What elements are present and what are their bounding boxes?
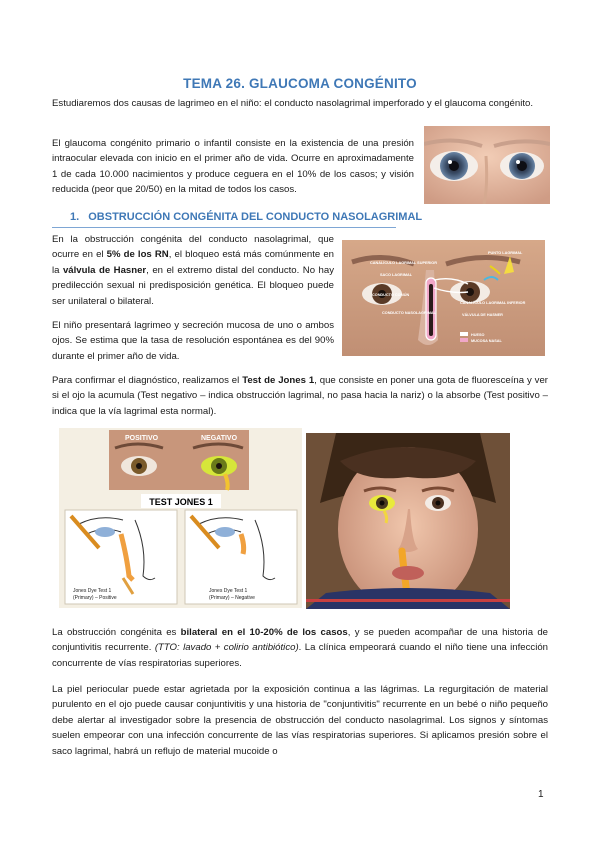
jones-test-figure: [59, 428, 302, 608]
caption-right-2: (Primary) – Negative: [209, 595, 255, 601]
page-title: TEMA 26. GLAUCOMA CONGÉNITO: [183, 76, 417, 91]
label-conducto: CONDUCTO NASOLAGRIMAL: [382, 311, 436, 315]
bilateral-treatment: (TTO: lavado + colirio antibiótico): [154, 642, 299, 654]
caption-left-1: Jones Dye Test 1: [73, 588, 112, 594]
label-negativo: NEGATIVO: [201, 435, 238, 442]
bilateral-text-3: . La clínica empeorará cuando el niño tiene una infección concurrente de vías respiratorias superiores.: [52, 642, 549, 669]
caption-left-2: (Primary) – Positive: [73, 595, 117, 601]
lacrimal-anatomy-figure: [342, 240, 545, 356]
jones-bold-test: Test de Jones 1: [242, 375, 315, 386]
label-comun: CONDUCTO COMÚN: [372, 293, 410, 297]
glaucoma-baby-photo: [424, 126, 550, 204]
page-number: 1: [538, 789, 544, 800]
symptoms-paragraph: El niño presentará lagrimeo y secreción mucosa de uno o ambos ojos. Se estima que la tasa de resolución espontánea es del 90% durante el primer año de vida.: [52, 320, 334, 362]
label-saco: SACO LAGRIMAL: [380, 273, 413, 277]
label-positivo: POSITIVO: [125, 435, 159, 442]
obst-text-2: , el bloqueo está más comúnmente en la: [52, 249, 335, 276]
label-punto: PUNTO LAGRIMAL: [488, 251, 523, 255]
jones-text-1: Para confirmar el diagnóstico, realizamos el: [52, 375, 243, 386]
label-mucosa: MUCOSA NASAL: [471, 339, 502, 343]
caption-right-1: Jones Dye Test 1: [209, 588, 248, 594]
section-underline: [52, 227, 396, 228]
child-fluorescein-photo: [306, 433, 510, 609]
bilateral-text-2: , y se pueden acompañar de una historia de conjuntivitis recurrente.: [52, 627, 548, 654]
jones-test-paragraph: [52, 373, 548, 419]
label-canaliculo-sup: CANALÍCULO LAGRIMAL SUPERIOR: [370, 261, 438, 265]
obst-text-3: , en el extremo distal del conducto. No hay predilección sexual ni predisposición genética. El bloqueo puede ser unilateral o bilateral.: [52, 264, 334, 307]
periocular-skin-paragraph: La piel periocular puede estar agrietada por la exposición continua a las lágrimas. La regurgitación de material purulento en el ojo puede causar conjuntivitis y una historia de "conjuntivitis" recurrente en un bebé o niño pequeño debe alertar al investigador sobre la presencia de obstrucción del conducto nasolagrimal. Los signos y síntomas suelen empeorar con una infección concurrente de las vías respiratorias superiores. Si aplicamos presión sobre el saco lagrimal, habrá un reflujo de material mucoide o: [52, 684, 548, 757]
bilateral-text-1: La obstrucción congénita es: [52, 627, 181, 638]
label-canaliculo-inf: CANALÍCULO LAGRIMAL INFERIOR: [460, 301, 526, 305]
label-valvula: VÁLVULA DE HASNER: [462, 313, 503, 317]
obst-bold-hasner: válvula de Hasner: [62, 264, 147, 276]
intro-paragraph: Estudiaremos dos causas de lagrimeo en el niño: el conducto nasolagrimal imperforado y el glaucoma congénito.: [52, 98, 534, 109]
jones-banner: TEST JONES 1: [149, 497, 213, 507]
label-hueso: HUESO: [471, 333, 485, 337]
obstruction-paragraph: [52, 232, 334, 309]
obst-bold-rn: 5% de los RN: [106, 249, 169, 261]
jones-text-2: , que consiste en poner una gota de fluoresceína y ver si el ojo la acumula (Test negativo – indica obstrucción lagrimal, no pasa hacia la nariz) o la absorbe (Test positivo – indica que la vía lagrimal esta normal).: [52, 375, 549, 417]
bilateral-bold: bilateral en el 10-20% de los casos: [180, 627, 348, 638]
bilateral-paragraph: [52, 625, 548, 671]
section-title: OBSTRUCCIÓN CONGÉNITA DEL CONDUCTO NASOLAGRIMAL: [88, 211, 423, 223]
section-number: 1.: [70, 211, 80, 223]
glaucoma-paragraph: El glaucoma congénito primario o infantil consiste en la existencia de una presión intraocular elevada con inicio en el primer año de vida. Ocurre en aproximadamente 1 de cada 10.000 nacimientos y produce ceguera en el 10% de los casos; y visión reducida (peor que 20/50) en la mitad de todos los casos.: [52, 138, 414, 196]
obst-text-1: En la obstrucción congénita del conducto nasolagrimal, que ocurre en el: [52, 234, 334, 261]
section-heading: [70, 211, 422, 223]
